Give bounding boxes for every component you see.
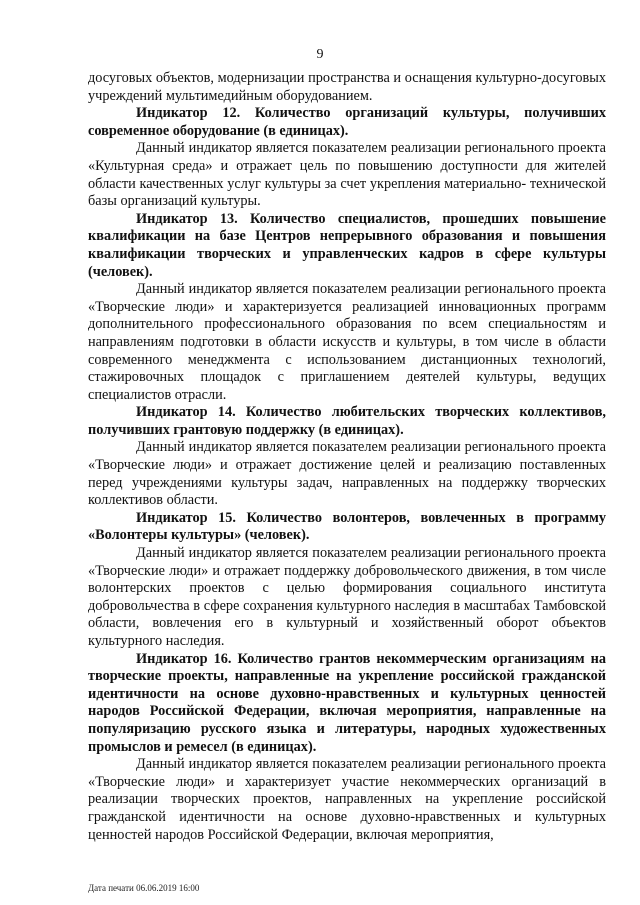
indicator-14-description: Данный индикатор является показателем реализации регионального проекта «Творческие люди» и отражает достижение целей и реализацию поставленных перед учреждениями культуры задач, направленных на поддержку творческих коллективов области. — [88, 439, 606, 509]
indicator-15-heading: Индикатор 15. Количество волонтеров, вовлеченных в программу «Волонтеры культуры» (человек). — [88, 509, 606, 544]
indicator-13-description: Данный индикатор является показателем реализации регионального проекта «Творческие люди» и характеризуется реализацией инновационных программ дополнительного профессионального образования по всем специальностям и направлениям подготовки в области искусств и культуры, в том числе в области современного менеджмента с использованием дистанционных технологий, стажировочных площадок с приглашением деятелей культуры, ведущих специалистов отрасли. — [88, 281, 606, 403]
document-body — [88, 70, 606, 844]
indicator-12-description: Данный индикатор является показателем реализации регионального проекта «Культурная среда» и отражает цель по повышению доступности для жителей области качественных услуг культуры за счет укрепления материально- технической базы организаций культуры. — [88, 140, 606, 210]
indicator-16-description: Данный индикатор является показателем реализации регионального проекта «Творческие люди» и характеризует участие некоммерческих организаций в реализации творческих проектов, направленных на укрепление российской гражданской идентичности на основе духовно-нравственных и культурных ценностей народов Российской Федерации, включая мероприятия, — [88, 756, 606, 843]
print-date-footer: Дата печати 06.06.2019 16:00 — [88, 883, 200, 893]
indicator-13-heading: Индикатор 13. Количество специалистов, прошедших повышение квалификации на базе Центров непрерывного образования и повышения квалификации творческих и управленческих кадров в сфере культуры (человек). — [88, 210, 606, 280]
indicator-12-heading: Индикатор 12. Количество организаций культуры, получивших современное оборудование (в единицах). — [88, 105, 606, 139]
page-number: 9 — [316, 47, 324, 62]
indicator-16-heading: Индикатор 16. Количество грантов некоммерческим организациям на творческие проекты, направленные на укрепление российской гражданской идентичности на основе духовно-нравственных и культурных ценностей народов Российской Федерации, включая мероприятия, направленные на популяризацию русского языка и литературы, народных художественных промыслов и ремесел (в единицах). — [88, 650, 606, 755]
indicator-14-heading: Индикатор 14. Количество любительских творческих коллективов, получивших грантовую поддержку (в единицах). — [88, 404, 606, 438]
indicator-15-description: Данный индикатор является показателем реализации регионального проекта «Творческие люди» и отражает поддержку добровольческого движения, в том числе волонтерских проектов с целью формирования социального института добровольчества в сфере сохранения культурного наследия в масштабах Тамбовской области, вовлечения его в культурный и хозяйственный оборот объектов культурного наследия. — [88, 545, 606, 649]
paragraph-continuation: досуговых объектов, модернизации пространства и оснащения культурно-досуговых учреждений мультимедийным оборудованием. — [88, 70, 606, 104]
